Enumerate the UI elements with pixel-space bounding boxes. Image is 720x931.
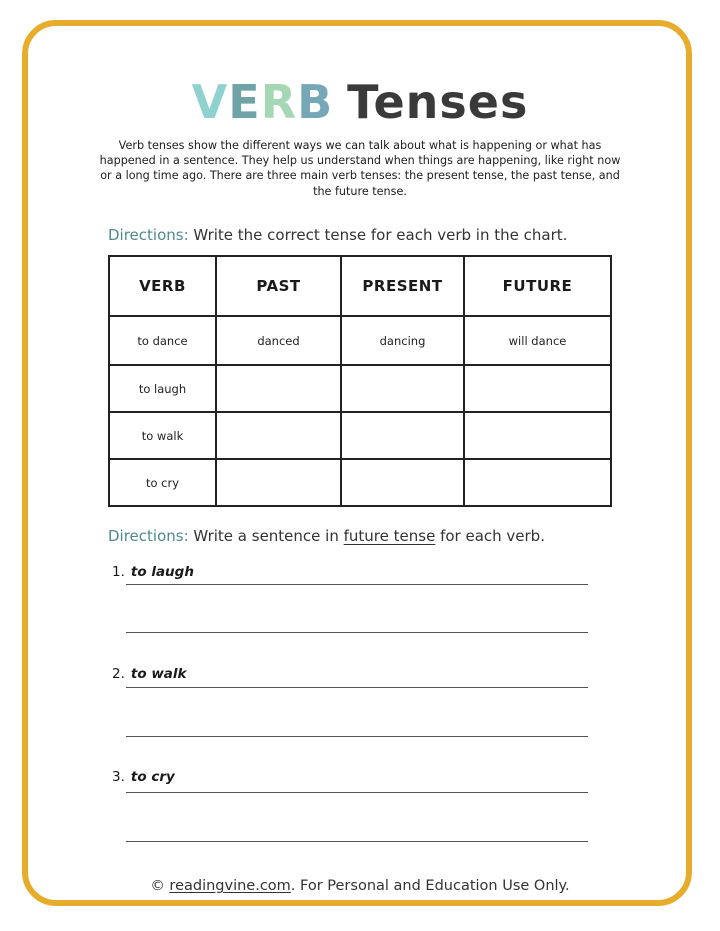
table-row: [109, 316, 611, 365]
past-cell[interactable]: [216, 459, 341, 506]
verb-cell: to walk: [109, 412, 216, 459]
past-cell[interactable]: [216, 412, 341, 459]
directions-text-before: Write a sentence in: [193, 527, 339, 545]
present-cell[interactable]: [341, 459, 464, 506]
future-cell[interactable]: [464, 459, 611, 506]
table-row: [109, 459, 611, 506]
header-present: PRESENT: [341, 256, 464, 316]
directions-label: Directions:: [108, 226, 189, 244]
verb-tense-chart: [108, 255, 612, 507]
writing-line[interactable]: [126, 841, 588, 842]
directions-chart: [108, 226, 567, 244]
directions-label: Directions:: [108, 527, 189, 545]
writing-line[interactable]: [126, 687, 588, 688]
directions-underlined: future tense: [343, 527, 436, 545]
title-letter-v: V: [191, 75, 229, 129]
directions-text-after: for each verb.: [440, 527, 545, 545]
title-word-tenses: Tenses: [347, 75, 529, 129]
writing-line[interactable]: [126, 736, 588, 737]
prompt-verb: to walk: [130, 666, 187, 682]
title-letter-b: B: [297, 75, 334, 129]
verb-cell: to laugh: [109, 365, 216, 412]
sentence-prompt-1: [112, 564, 194, 580]
header-verb: VERB: [109, 256, 216, 316]
directions-sentences: [108, 527, 545, 545]
future-cell[interactable]: [464, 412, 611, 459]
footer-text: . For Personal and Education Use Only.: [290, 878, 570, 894]
sentence-prompt-3: [112, 769, 175, 785]
verb-cell: to dance: [109, 316, 216, 365]
title-letter-r: R: [260, 75, 298, 129]
prompt-number: 2.: [112, 666, 125, 682]
worksheet-title: [0, 76, 720, 128]
title-letter-e: E: [228, 75, 261, 129]
header-future: FUTURE: [464, 256, 611, 316]
past-cell[interactable]: danced: [216, 316, 341, 365]
future-cell[interactable]: [464, 365, 611, 412]
past-cell[interactable]: [216, 365, 341, 412]
writing-line[interactable]: [126, 792, 588, 793]
copyright-symbol: ©: [150, 878, 165, 894]
table-row: [109, 412, 611, 459]
prompt-verb: to laugh: [130, 564, 194, 580]
present-cell[interactable]: [341, 412, 464, 459]
intro-paragraph: Verb tenses show the different ways we can talk about what is happening or what has happened in a sentence. They help us understand when things are happening, like right now or a long time ago. There are three main verb tenses: the present tense, the past tense, and the future tense.: [99, 139, 621, 198]
footer-link[interactable]: readingvine.com: [169, 878, 291, 894]
prompt-number: 1.: [112, 564, 125, 580]
prompt-number: 3.: [112, 769, 125, 785]
writing-line[interactable]: [126, 584, 588, 585]
directions-text: Write the correct tense for each verb in the chart.: [193, 226, 568, 244]
sentence-prompt-2: [112, 666, 187, 682]
present-cell[interactable]: dancing: [341, 316, 464, 365]
table-row: [109, 365, 611, 412]
writing-line[interactable]: [126, 632, 588, 633]
future-cell[interactable]: will dance: [464, 316, 611, 365]
header-past: PAST: [216, 256, 341, 316]
chart-header-row: [109, 256, 611, 316]
footer: [0, 878, 720, 894]
prompt-verb: to cry: [130, 769, 175, 785]
present-cell[interactable]: [341, 365, 464, 412]
verb-cell: to cry: [109, 459, 216, 506]
